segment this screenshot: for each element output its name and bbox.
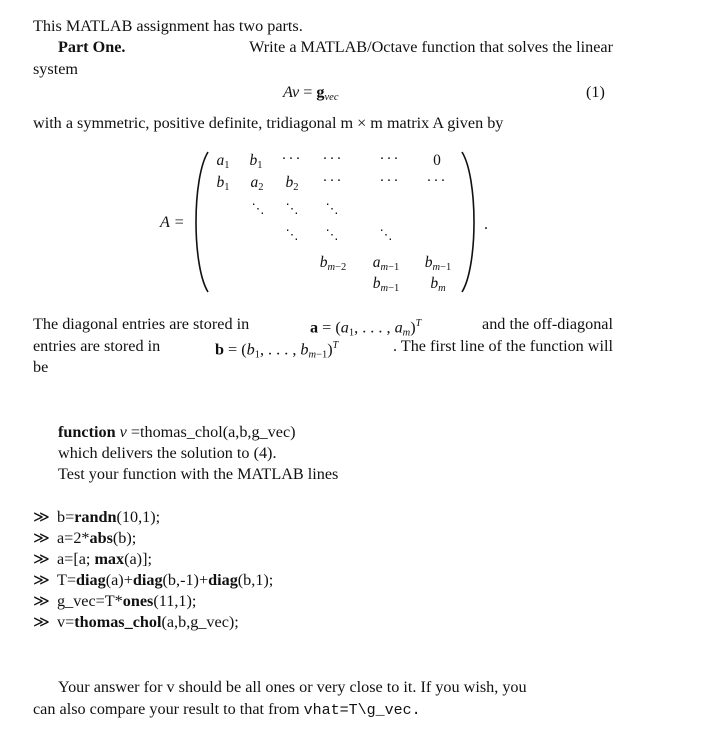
p2-line2-a: entries are stored in [33, 337, 161, 355]
closing-line-1 [58, 677, 613, 697]
matrix-dots: ··· [379, 151, 401, 167]
matrix-zero: 0 [433, 152, 441, 169]
p2-line1-c: and the off-diagonal [482, 315, 613, 333]
matrix-bm-1: $bm_{-1}$ [372, 275, 400, 294]
code-kw: diag [76, 571, 106, 589]
p2-line2-c: . The first line of the function will [393, 337, 613, 355]
matrix-ddots: ⋱ [379, 227, 393, 242]
code-post: (10,1); [116, 508, 161, 526]
closing-text-2: can also compare your result to that from [33, 700, 300, 718]
p2-line2-b: $b = (b_1$, . . . , $bm_{-1})^T$ [214, 340, 339, 361]
prompt-symbol: ≫ [33, 613, 50, 631]
code-kw: max [94, 550, 125, 568]
matrix-a2: $a_2$ [250, 174, 264, 193]
equation [283, 82, 339, 108]
matrix-ddots: ⋱ [251, 201, 265, 216]
equation-lhs: Av [283, 83, 300, 101]
code-pre: a=[a; [57, 550, 95, 568]
code-pre: g_vec=T* [57, 592, 123, 610]
code-post: (b,-1)+ [162, 571, 209, 589]
code-kw: thomas_chol [74, 613, 162, 631]
equation-rhs-sub: vec [324, 92, 339, 103]
matrix-dots: ··· [322, 173, 344, 189]
prompt-symbol: ≫ [33, 550, 50, 568]
code-pre: a=2* [57, 529, 90, 547]
intro-line-3: system [33, 60, 78, 78]
code-kw: ones [122, 592, 154, 610]
part-one-label: Part One. [58, 38, 126, 56]
closing-code: vhat=T\g_vec. [303, 702, 421, 719]
function-keyword: function [58, 423, 116, 441]
code-post: (11,1); [153, 592, 197, 610]
code-line-4 [33, 570, 273, 590]
code-post: (a)+ [105, 571, 133, 589]
code-line-6 [33, 612, 239, 632]
matrix-period: . [484, 215, 489, 233]
matrix-dots: ··· [322, 151, 344, 167]
p2-line1-a: The diagonal entries are stored in [33, 315, 250, 333]
matrix-ddots: ⋱ [285, 201, 299, 216]
paragraph2-line-2 [33, 336, 613, 365]
prompt-symbol: ≫ [33, 571, 50, 589]
code-pre: T= [57, 571, 77, 589]
matrix-b1: $b_1$ [216, 174, 230, 193]
matrix-dots: ··· [426, 173, 448, 189]
function-signature [58, 422, 296, 442]
matrix-ddots: ⋱ [325, 201, 339, 216]
matrix-label: A = [160, 213, 185, 231]
code-kw: diag [208, 571, 238, 589]
matrix-bm-2: $bm_{-2}$ [319, 254, 347, 273]
intro-line-2-text: Write a MATLAB/Octave function that solves the linear [249, 38, 613, 56]
intro-line-1: This MATLAB assignment has two parts. [33, 17, 303, 35]
closing-line-2 [33, 699, 421, 721]
closing-text-1: Your answer for v should be all ones or very close to it. If you wish, you [58, 678, 527, 696]
code-post: (a,b,g_vec); [161, 613, 239, 631]
paragraph2-line-3: be [33, 358, 49, 376]
code-pre: b= [57, 508, 75, 526]
code-line-3 [33, 549, 152, 569]
code-line-1 [33, 507, 160, 527]
function-rest: =thomas_chol(a,b,g_vec) [130, 423, 296, 441]
matrix-ddots: ⋱ [325, 227, 339, 242]
code-line-2 [33, 528, 136, 548]
intro-line-2 [58, 37, 613, 57]
p2-line1-b: $a = (a_1$, . . . , am)$^T$ [310, 318, 422, 339]
equation-equals: = [303, 83, 313, 101]
prompt-symbol: ≫ [33, 592, 50, 610]
equation-rhs: g [316, 83, 325, 101]
prompt-symbol: ≫ [33, 529, 50, 547]
matrix-ddots: ⋱ [285, 227, 299, 242]
code-post: (b); [112, 529, 137, 547]
matrix-dots: ··· [379, 173, 401, 189]
code-kw: diag [132, 571, 163, 589]
code-kw: abs [89, 529, 113, 547]
matrix-b1: $b_1$ [249, 152, 263, 171]
code-post: (a)]; [124, 550, 152, 568]
matrix-b2: $b_2$ [285, 174, 299, 193]
prompt-symbol: ≫ [33, 508, 50, 526]
code-post: (b,1); [237, 571, 274, 589]
matrix-a1: $a_1$ [216, 152, 230, 171]
matrix-bm: bm [430, 275, 446, 294]
code-line-5 [33, 591, 196, 611]
matrix-intro: with a symmetric, positive definite, tridiagonal m × m matrix A given by [33, 114, 504, 132]
matrix-dots: ··· [281, 151, 303, 167]
function-line-2: which delivers the solution to (4). [58, 444, 277, 462]
function-line-3: Test your function with the MATLAB lines [58, 465, 339, 483]
matrix-bm-1: $bm_{-1}$ [424, 254, 452, 273]
function-var: v [119, 423, 127, 441]
code-pre: v= [57, 613, 75, 631]
equation-number: (1) [586, 83, 605, 101]
matrix-am-1: $am_{-1}$ [372, 254, 400, 273]
code-kw: randn [74, 508, 117, 526]
